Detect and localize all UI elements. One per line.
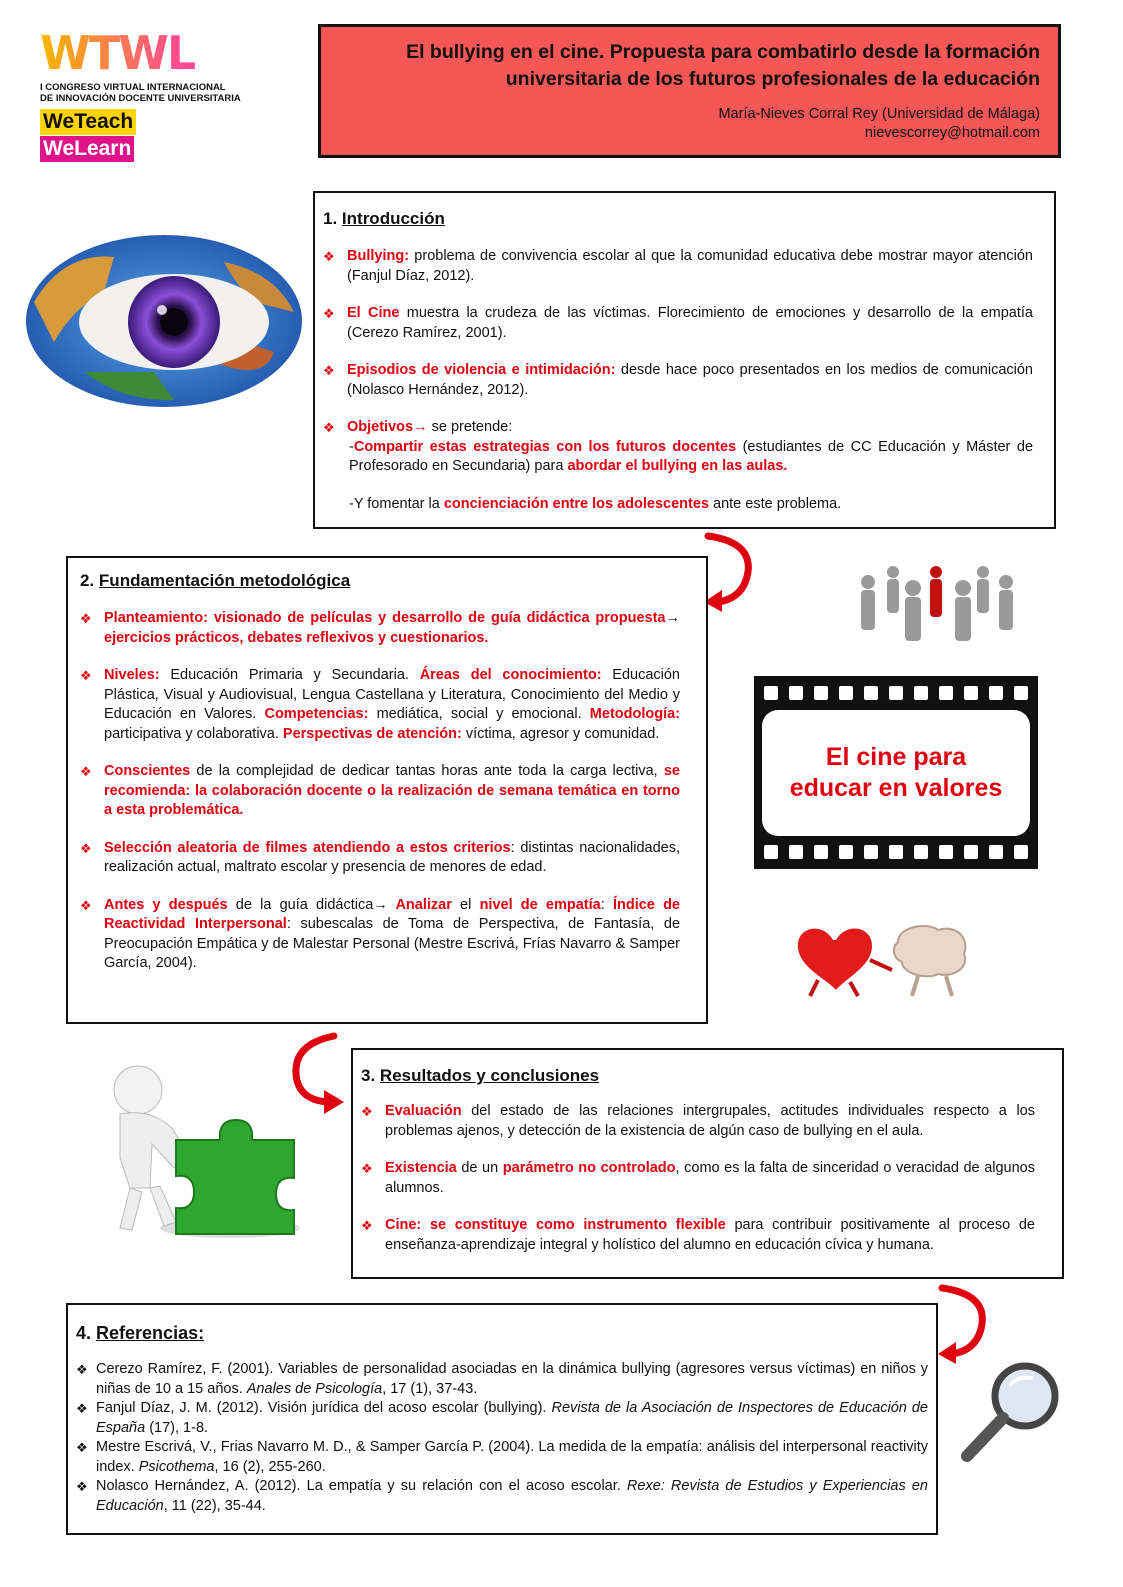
p2-e: Competencias: <box>264 706 369 722</box>
bullet-icon: ❖ <box>361 1104 373 1119</box>
objetivo-1 <box>347 438 1033 477</box>
p5-g: Índice de Reactividad Interpersonal <box>104 896 680 932</box>
p5-e: nivel de empatía <box>479 896 601 913</box>
p2-f: mediática, social y emocional. <box>368 706 590 722</box>
references-section <box>66 1303 938 1535</box>
ref1-text: Cerezo Ramírez, F. (2001). Variables de personalidad asociadas en la dinámica bullying (agresores versus víctimas) en niños y niñas de 10 a 15 años. <box>96 1361 928 1397</box>
arrow-right-icon: → <box>373 896 388 913</box>
objetivo-1-red2: abordar el bullying en las aulas. <box>567 458 788 474</box>
p2-j: víctima, agresor y comunidad. <box>461 725 660 742</box>
objetivos-text: se pretende: <box>427 419 513 435</box>
heart-brain-image <box>788 920 974 1000</box>
ref4-text: Nolasco Hernández, A. (2012). La empatía y su relación con el acoso escolar. <box>96 1478 627 1494</box>
method-number: 2. <box>80 571 95 590</box>
intro-heading <box>323 209 445 229</box>
item-text: problema de convivencia escolar al que la comunidad educativa debe mostrar mayor atención (Fanjul Díaz, 2012). <box>347 248 1033 284</box>
ref1-journal: Anales de Psicología <box>246 1380 383 1397</box>
item-text: muestra la crudeza de las víctimas. Florecimiento de emociones y desarrollo de la empatía (Cerezo Ramírez, 2001). <box>347 305 1033 341</box>
arrow-right-icon: → <box>413 419 428 435</box>
results-heading <box>361 1066 599 1086</box>
intro-item-objetivos <box>323 418 1033 514</box>
method-item-conscientes <box>80 762 680 821</box>
bullet-icon: ❖ <box>76 1479 88 1494</box>
intro-item-bullying <box>323 247 1033 286</box>
ref2-vol: (17), 1-8. <box>145 1419 209 1436</box>
p2-g: Metodología: <box>589 706 681 722</box>
ref3-vol: , 16 (2), 255-260. <box>214 1458 326 1475</box>
we-teach-badge: WeTeach <box>40 109 136 135</box>
r3-b: para contribuir positivamente al proceso de enseñanza-aprendizaje integral y holístico del alumno en educación cívica y humana. <box>385 1217 1035 1253</box>
film-caption-line2: educar en valores <box>789 774 1003 802</box>
reference-item <box>76 1477 928 1516</box>
we-learn-badge: WeLearn <box>40 136 134 162</box>
title-line2: universitaria de los futuros profesionales de la educación <box>505 68 1040 90</box>
p3-b: de la complejidad de dedicar tantas horas ante toda la carga lectiva, <box>190 763 664 779</box>
references-list <box>76 1360 928 1516</box>
bullet-icon: ❖ <box>80 840 92 856</box>
ref4-vol: , 11 (22), 35-44. <box>163 1497 266 1514</box>
world-eye-image <box>24 232 304 410</box>
ref1-vol: , 17 (1), 37-43. <box>382 1380 478 1397</box>
intro-item-episodios <box>323 361 1033 400</box>
r1-a: Evaluación <box>385 1103 462 1119</box>
refs-number: 4. <box>76 1323 92 1343</box>
method-list <box>80 609 680 974</box>
film-frame <box>762 710 1030 836</box>
logo-subtitle <box>40 82 310 104</box>
item-lead: El Cine <box>347 305 400 321</box>
film-caption <box>790 742 1003 804</box>
p5-b: de la guía didáctica <box>227 896 374 913</box>
p2-i: Perspectivas de atención: <box>282 725 462 742</box>
reference-item <box>76 1360 928 1399</box>
bullet-icon: ❖ <box>323 306 335 321</box>
method-item-antes-despues <box>80 896 680 974</box>
method-item-seleccion <box>80 839 680 878</box>
results-item-cine <box>361 1216 1035 1255</box>
bullet-icon: ❖ <box>80 764 92 779</box>
results-section <box>351 1048 1064 1279</box>
p5-h: : subescalas de Toma de Perspectiva, de Fantasía, de Preocupación Empática y de Malestar Personal (Mestre Escrivá, Frías Navarro & Samper García, 2004). <box>104 916 681 971</box>
dash: - <box>349 438 354 455</box>
objetivo-1-red: Compartir estas estrategias con los futuros docentes <box>353 438 737 455</box>
wtwl-logo-mark: WTWL <box>40 30 310 76</box>
method-title: Fundamentación metodológica <box>98 571 351 590</box>
bullet-icon: ❖ <box>361 1218 373 1233</box>
intro-section <box>313 191 1056 529</box>
film-holes-top <box>764 686 1028 700</box>
arrow-right-icon: → <box>665 610 680 626</box>
bullet-icon: ❖ <box>361 1161 373 1176</box>
objetivo-1-text: (estudiantes de CC Educación y Máster de Profesorado en Secundaria) para <box>349 438 1034 474</box>
congress-logo <box>40 26 310 162</box>
ref3-journal: Psicothema <box>138 1458 215 1475</box>
p3-c: se recomienda: la colaboración docente o la realización de semana temática en torno a esta problemática. <box>104 763 680 818</box>
film-caption-line1: El cine para <box>825 743 967 771</box>
ref2-journal: Revista de la Asociación de Inspectores de Educación de España <box>96 1400 929 1436</box>
intro-number: 1. <box>323 209 338 228</box>
item-text: desde hace poco presentados en los medios de comunicación (Nolasco Hernández, 2012). <box>347 362 1033 398</box>
ref3-text: Mestre Escrivá, V., Frias Navarro M. D., & Samper García P. (2004). La medida de la empatía: análisis del interpersonal reactivity index. <box>96 1439 928 1475</box>
method-item-niveles <box>80 666 680 744</box>
item-lead: Episodios de violencia e intimidación: <box>347 362 616 378</box>
p5-a: Antes y después <box>104 896 228 913</box>
p5-d: el <box>451 896 480 913</box>
p4-b: : distintas nacionalidades, realización actual, maltrato escolar y presencia de menores de edad. <box>104 839 680 875</box>
objetivo-2-red: concienciación entre los adolescentes <box>443 495 709 512</box>
bullet-icon: ❖ <box>80 611 92 626</box>
bullet-icon: ❖ <box>80 668 92 683</box>
film-strip <box>754 676 1038 869</box>
results-number: 3. <box>361 1066 376 1085</box>
p1-red: Planteamiento: visionado de películas y desarrollo de guía didáctica propuesta <box>104 610 666 626</box>
r1-b: del estado de las relaciones intergrupales, actitudes individuales respecto a los problemas ajenos, y detección de la existencia de algún caso de bullying en el aula. <box>385 1103 1035 1139</box>
p5-c: Analizar <box>387 896 452 913</box>
results-list <box>361 1102 1035 1255</box>
ref2-text: Fanjul Díaz, J. M. (2012). Visión jurídica del acoso escolar (bullying). <box>96 1400 552 1416</box>
results-item-evaluacion <box>361 1102 1035 1141</box>
r2-d: , como es la falta de sinceridad o veracidad de algunos alumnos. <box>385 1160 1035 1196</box>
title-line1: El bullying en el cine. Propuesta para combatirlo desde la formación <box>406 41 1040 63</box>
objetivos-lead: Objetivos <box>347 419 414 435</box>
reference-item <box>76 1438 928 1477</box>
p2-a: Niveles: <box>104 667 160 683</box>
author-name: María-Nieves Corral Rey (Universidad de Málaga) <box>718 106 1040 122</box>
intro-list <box>323 247 1033 514</box>
curved-arrow-icon <box>700 530 760 612</box>
intro-title: Introducción <box>341 209 445 228</box>
r2-a: Existencia <box>385 1160 457 1176</box>
references-heading <box>76 1323 204 1344</box>
bullet-icon: ❖ <box>80 897 92 913</box>
people-circle-image <box>848 558 1024 644</box>
ref4-journal: Rexe: Revista de Estudios y Experiencias en Educación <box>96 1478 928 1514</box>
refs-title: Referencias: <box>96 1323 205 1343</box>
bullet-icon: ❖ <box>323 249 335 264</box>
poster-title <box>340 39 1040 93</box>
bullet-icon: ❖ <box>323 420 335 435</box>
puzzle-figure-image <box>80 1058 304 1242</box>
p2-c: Áreas del conocimiento: <box>419 667 602 683</box>
author-email: nievescorrey@hotmail.com <box>864 125 1040 141</box>
title-banner <box>318 24 1061 158</box>
objetivo-2-text: ante este problema. <box>708 495 842 512</box>
p2-b: Educación Primaria y Secundaria. <box>159 667 420 683</box>
author-block <box>718 105 1040 143</box>
item-lead: Bullying: <box>347 248 410 264</box>
results-title: Resultados y conclusiones <box>379 1066 600 1085</box>
method-heading <box>80 571 350 591</box>
objetivo-2-pre: -Y fomentar la <box>349 495 444 512</box>
r3-a: Cine: se constituye como instrumento flexible <box>385 1217 726 1233</box>
intro-item-cine <box>323 304 1033 343</box>
magnifier-icon <box>955 1358 1065 1468</box>
p2-d: Educación Plástica, Visual y Audiovisual, Lengua Castellana y Literatura, Conocimiento del Medio y Educación en Valores. <box>104 667 680 722</box>
results-item-existencia <box>361 1159 1035 1198</box>
bullet-icon: ❖ <box>323 363 335 378</box>
p4-a: Selección aleatoria de filmes atendiendo a estos criterios <box>104 839 511 856</box>
p1-red2: ejercicios prácticos, debates reflexivos y cuestionarios. <box>104 629 489 646</box>
bullet-icon: ❖ <box>76 1401 88 1416</box>
p5-f: : <box>600 896 613 913</box>
r2-b: de un <box>456 1160 503 1176</box>
logo-line1: I CONGRESO VIRTUAL INTERNACIONAL <box>40 82 226 93</box>
p3-a: Conscientes <box>104 763 191 779</box>
film-holes-bottom <box>764 845 1028 859</box>
bullet-icon: ❖ <box>76 1440 88 1455</box>
method-section <box>66 556 708 1024</box>
r2-c: parámetro no controlado <box>502 1160 676 1176</box>
objetivo-2 <box>347 495 1033 515</box>
curved-arrow-icon <box>934 1282 994 1364</box>
p2-h: participativa y colaborativa. <box>104 725 283 742</box>
logo-line2: DE INNOVACIÓN DOCENTE UNIVERSITARIA <box>40 93 241 104</box>
bullet-icon: ❖ <box>76 1362 88 1377</box>
method-item-planteamiento <box>80 609 680 648</box>
reference-item <box>76 1399 928 1438</box>
